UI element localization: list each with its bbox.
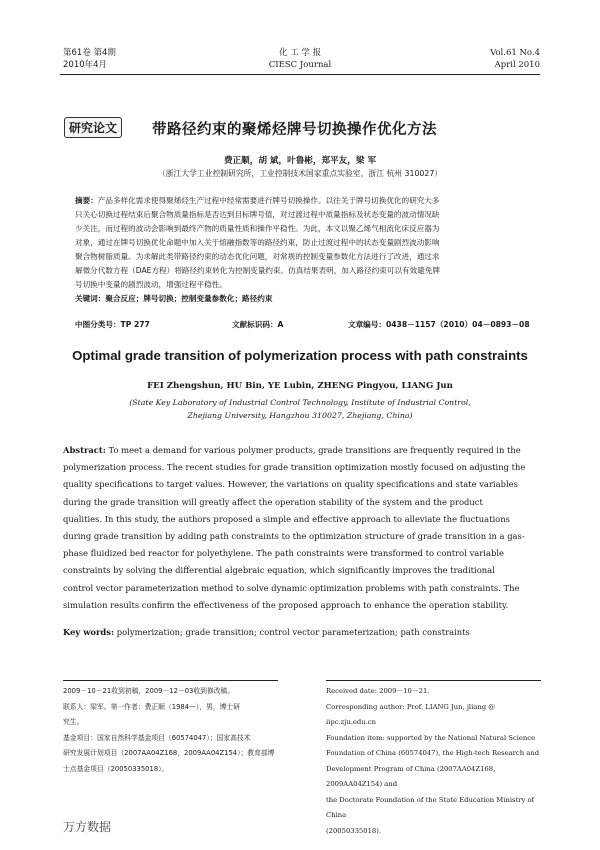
- footnote-line: Development Program of China (2007AA04Z168, 2009AA04Z154) and: [326, 764, 496, 788]
- footnote-cn: [63, 684, 283, 777]
- journal-name-en: CIESC Journal: [268, 60, 332, 70]
- en-keywords: [63, 627, 470, 637]
- footnote-line: Foundation item: supported by the National Natural Science: [326, 733, 536, 742]
- cn-affiliation: （浙江大学工业控制研究所，工业控制技术国家重点实验室，浙江 杭州 310027）: [157, 169, 443, 178]
- footnote-rule-right: [326, 680, 541, 681]
- cn-abstract-line: 解微分代数方程（DAE方程）将路径约束转化为控制变量约束。仿真结果表明，加入路径约束可以有效避免牌: [75, 266, 441, 275]
- header-date-cn: 2010年4月: [63, 60, 108, 70]
- section-badge: 研究论文: [64, 117, 122, 138]
- en-abstract-line: constraints by solving the differential algebraic equation, which significantly improves the traditional: [63, 565, 495, 576]
- watermark: 万方数据: [63, 820, 112, 834]
- footnote-line: 究生。: [63, 718, 84, 726]
- cn-title: 带路径约束的聚烯烃牌号切换操作优化方法: [152, 122, 437, 138]
- en-keywords-label: Key words:: [63, 627, 115, 637]
- footnote-line: iipc.zju.edu.cn: [326, 718, 376, 726]
- footnote-line: 士点基金项目（20050335018）。: [63, 764, 169, 773]
- en-abstract: [63, 442, 541, 614]
- cn-abstract-line: 只关心切换过程结束后聚合物质量指标是否达到目标牌号值，对过渡过程中质量指标及状态变量的波动情况缺: [75, 210, 440, 219]
- footnote-line: Corresponding author: Prof. LIANG Jun, jliang @: [326, 702, 496, 711]
- footnote-line: 联系人：梁军。第一作者：费正顺（1984—），男，博士研: [63, 702, 241, 711]
- en-abstract-line: polymerization process. The recent studies for grade transition optimization mostly focused on adjusting the: [63, 462, 526, 473]
- en-affiliation: [0, 396, 600, 422]
- cn-abstract-line: 聚合物树脂质量。为求解此类带路径约束的动态优化问题，对常规的控制变量参数化方法进行了改进，通过求: [75, 252, 440, 261]
- doc-code: 文献标识码：A: [232, 320, 284, 329]
- cn-authors: 费正顺，胡 斌，叶鲁彬，郑平友，梁 军: [223, 156, 377, 166]
- header-volume-issue: 第61卷 第4期: [63, 48, 116, 58]
- en-title: Optimal grade transition of polymerization process with path constraints: [72, 348, 528, 363]
- cn-abstract: [75, 194, 537, 306]
- footnote-en: [326, 684, 544, 839]
- en-abstract-line: control vector parameterization method to solve dynamic optimization problems with path constraints. The: [63, 582, 520, 593]
- header-date-en: April 2010: [494, 60, 540, 70]
- en-abstract-line: To meet a demand for various polymer products, grade transitions are frequently required in the: [108, 445, 521, 455]
- en-abstract-line: during grade transition by adding path constraints to the optimization structure of grade transition in a gas-: [63, 531, 525, 542]
- footnote-rule-left: [63, 680, 278, 681]
- cn-abstract-line: 号切换中变量的剧烈波动，增强过程平稳性。: [75, 280, 227, 289]
- clc-number: 中图分类号：TP 277: [75, 320, 150, 329]
- header-rule: [60, 74, 540, 75]
- en-abstract-line: qualities. In this study, the authors proposed a simple and effective approach to alleviate the fluctuations: [63, 513, 510, 524]
- header-volume: [63, 47, 116, 71]
- footnote-line: Foundation of China (60574047), the High-tech Research and: [326, 749, 540, 757]
- cn-abstract-line: 产品多样化需求使得聚烯烃生产过程中经常需要进行牌号切换操作。以往关于牌号切换优化的研究大多: [97, 196, 440, 205]
- article-number: 文章编号：0438－1157（2010）04－0893－08: [348, 320, 530, 329]
- en-abstract-line: simulation results confirm the effectiveness of the proposed approach to enhance the operation stability.: [63, 599, 509, 610]
- en-affiliation-line: (State Key Laboratory of Industrial Control Technology, Institute of Industrial Control,: [129, 398, 471, 407]
- en-authors: FEI Zhengshun, HU Bin, YE Lubin, ZHENG Pingyou, LIANG Jun: [147, 381, 453, 391]
- cn-keywords: 关键词：聚合反应；牌号切换；控制变量参数化；路径约束: [75, 294, 273, 303]
- footnote-line: (20050335018).: [326, 826, 382, 835]
- header-journal: [250, 47, 350, 71]
- footnote-line: 研究发展计划项目（2007AA04Z168，2009AA04Z154）；教育部博: [63, 749, 275, 757]
- footnote-line: 基金项目：国家自然科学基金项目（60574047）；国家高技术: [63, 733, 251, 742]
- en-abstract-line: quality specifications to target values. However, the variations on quality specifications and state variables: [63, 479, 518, 490]
- header-volume-en: [490, 47, 540, 71]
- cn-abstract-line: 对象，通过在牌号切换优化命题中加入关于熔融指数等的路径约束，防止过渡过程中的状态变量剧烈波动影响: [75, 238, 440, 247]
- en-affiliation-line: Zhejiang University, Hangzhou 310027, Zhejiang, China): [187, 411, 413, 420]
- footnote-line: the Doctorate Foundation of the State Education Ministry of China: [326, 795, 535, 819]
- footnote-line: Received date: 2009－10－21.: [326, 687, 430, 695]
- en-keywords-text: polymerization; grade transition; control vector parameterization; path constraints: [116, 627, 470, 637]
- en-abstract-line: during the grade transition will greatly affect the operation stability of the system and the product: [63, 496, 483, 507]
- en-abstract-line: phase fluidized bed reactor for polyethylene. The path constraints were transformed to control variable: [63, 548, 504, 559]
- footnote-line: 2009－10－21收到初稿，2009－12－03收到修改稿。: [63, 687, 235, 695]
- header-volume-issue-en: Vol.61 No.4: [490, 48, 540, 58]
- cn-abstract-label: 摘要：: [75, 196, 98, 205]
- cn-abstract-line: 少关注，而过程的波动会影响到最终产物的质量性质和操作平稳性。为此，本文以聚乙烯气相流化床反应器为: [75, 224, 440, 233]
- journal-name-cn: 化 工 学 报: [278, 48, 322, 58]
- en-abstract-label: Abstract:: [63, 445, 106, 455]
